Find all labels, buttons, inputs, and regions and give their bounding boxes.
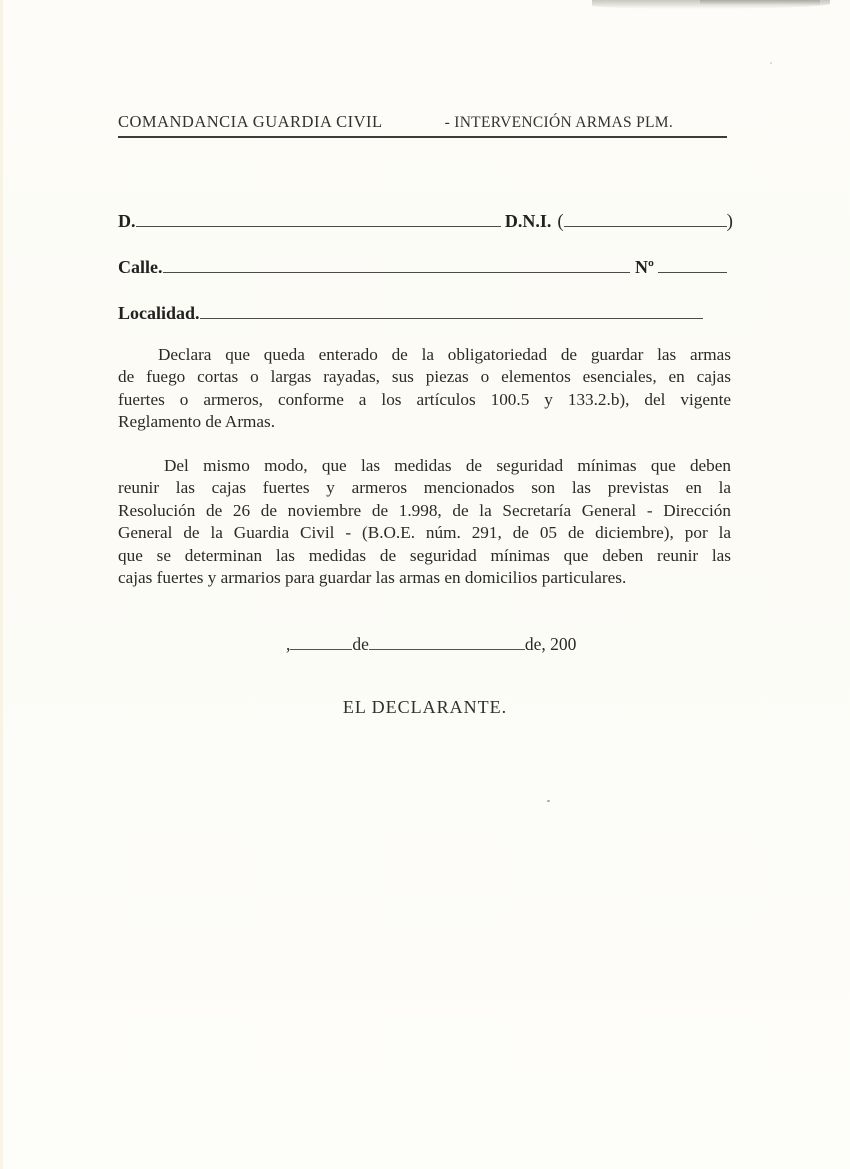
paragraph-line: cajas fuertes y armarios para guardar las armas en domicilios particulares.	[118, 568, 627, 588]
date-line	[286, 634, 576, 655]
locality-row	[118, 303, 703, 324]
dni-close-paren: )	[726, 211, 733, 232]
paragraph-line: que se determinan las medidas de seguridad mínimas que deben reunir las	[118, 545, 731, 565]
scan-speck	[547, 800, 550, 802]
header-unit-title: COMANDANCIA GUARDIA CIVIL	[118, 112, 383, 131]
street-label: Calle.	[118, 257, 163, 277]
dni-open-paren: (	[557, 211, 564, 232]
street-blank-field[interactable]	[163, 269, 631, 273]
paragraph-line: fuertes o armeros, conforme a los artículos 100.5 y 133.2.b), del vigente	[118, 389, 731, 409]
paragraph-line: de fuego cortas o largas rayadas, sus piezas o elementos esenciales, en cajas	[118, 367, 731, 387]
month-blank-field[interactable]	[369, 646, 525, 650]
day-blank-field[interactable]	[290, 646, 352, 650]
date-de-word: de	[352, 634, 369, 654]
declaration-paragraph-1	[118, 344, 731, 434]
header-section-title: - INTERVENCIÓN ARMAS PLM.	[444, 114, 674, 131]
dni-blank-field[interactable]	[564, 223, 727, 227]
paragraph-line: Resolución de 26 de noviembre de 1.998, de la Secretaría General - Dirección	[118, 500, 731, 520]
document-header	[118, 112, 727, 138]
street-number-label: Nº	[635, 257, 654, 277]
locality-label: Localidad.	[118, 303, 200, 323]
paragraph-line: Declara que queda enterado de la obligatoriedad de guardar las armas	[158, 345, 731, 364]
scan-edge-artifact	[0, 0, 3, 1169]
declaration-paragraph-2	[118, 455, 731, 589]
dni-label: D.N.I.	[504, 211, 552, 231]
name-dni-row	[118, 211, 733, 233]
paragraph-line: Reglamento de Armas.	[118, 412, 276, 432]
date-year-prefix: de, 200	[524, 634, 577, 654]
name-blank-field[interactable]	[136, 223, 501, 227]
scan-speck	[770, 62, 772, 64]
paragraph-line: reunir las cajas fuertes y armeros mencionados son las previstas en la	[118, 478, 731, 498]
street-number-blank-field[interactable]	[658, 269, 727, 273]
paragraph-line: General de la Guardia Civil - (B.O.E. núm. 291, de 05 de diciembre), por la	[118, 523, 731, 543]
date-comma: ,	[286, 634, 291, 654]
name-label: D.	[118, 211, 136, 231]
declarant-signature-label: EL DECLARANTE.	[342, 697, 508, 717]
street-row	[118, 257, 727, 278]
locality-blank-field[interactable]	[200, 315, 703, 319]
scan-shadow-artifact	[700, 0, 820, 5]
paragraph-line: Del mismo modo, que las medidas de seguridad mínimas que deben	[164, 456, 731, 475]
